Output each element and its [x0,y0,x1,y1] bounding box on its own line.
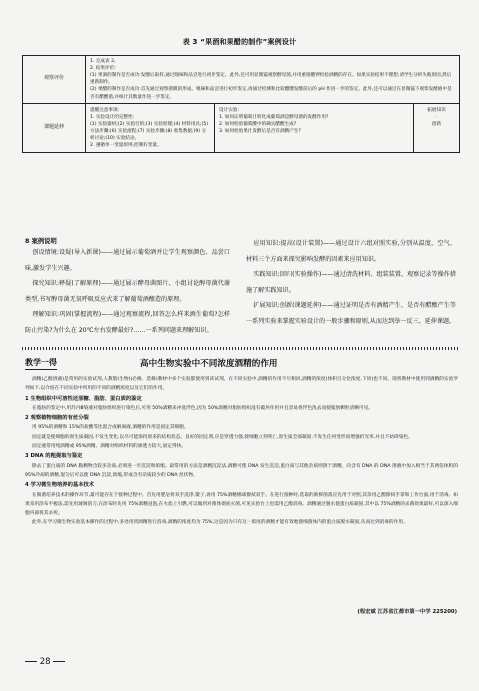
table-line: 2. 如何检验葡萄酸中的确实醋酸生成? [219,121,297,127]
article-paragraph: 固定就是使细胞的原生质凝固,不发生变化,以尽可能保持原来的结构状态。良好的固定剂,应是穿透力强,使细胞立刻死亡,原生质全部凝固,不发生任何变形而增强折光率,并且不妨碍染色。 [32,434,413,440]
paragraph: 实践知识:回归(实验操作)——通过清洗材料、组装装置、观察记录等操作措施了解实践知识。 [246,271,456,294]
extension-cell [86,103,460,153]
article-paragraph: 此外,在学习微生物实验基本操作的过程中,多处用到酒精进行消毒,酒精的浓度均为 75%,这是因为只有这一浓度的酒精才能有效地使细菌体内的蛋白质脱水凝固,从而达到消毒的作用。 [32,520,408,526]
article-paragraph: 在细菌培养技术的操作环节,最可能存在于接种过程中。首先用肥皂将双手洗净,镊子,再用 75%酒精棉球擦拭双手。在进行接种时,选取的新鲜菌落应先用于对照,其余用乙醇擦拭手掌和工作台面,用于消毒。如果采用涂布平板法,需先用玻璃刮刀,在涂布时先用 75%酒精浸泡,在火焰上引燃,可以做到对菌体彻底灭菌,可见实验台上也需用乙醇消毒。酒精通过脱水使蛋白质凝固,其中以 75%酒精的杀菌效果最好,可以深入细胞内部将其杀死。 [25,492,458,517]
article-subheading: 3 DNA 的粗提取与鉴定 [25,453,83,460]
section-heading: 8 案例说明 [25,238,57,245]
table-line: 1. 如何证明葡萄汁转化成葡萄酒是酵母菌的发酵作用? [219,114,329,120]
table-line: (1) 果酒的制作是否成功:发酵后取样,通过嗅味和品尝进行初步鉴定。此外,还可用显微镜观察酵母菌,并用重铬酸钾检验酒精的存在。如果实验结果不理想,请学生分析失败原因,然后重新制作。 [90,73,452,86]
page-number-text: 28 [39,657,51,667]
section-divider [22,347,460,350]
table-caption: 表 3 “果酒和果醋的制作”案例设计 [182,38,297,46]
page-number [25,657,65,667]
table-line: (1) 实验器材;(2) 实验目的;(3) 实验原理;(4) 材料用具;(5) 方法步骤;(6) 实验流程;(7) 实验步骤;(8) 收集数据;(9) 分析讨论;(10) 实验结论。 [90,121,209,142]
paragraph: 应用知识:提高(设计装置)——通过设计六组对照实验,分别从温度、空气、材料三个方面来探究影响发酵的因素来应用知识。 [246,240,456,263]
dash-right [53,661,65,662]
column-badge: 教学一得 [25,357,57,370]
article-body [25,375,458,528]
row-label-evaluation: 观察评价 [23,56,86,104]
article-paragraph: 酒精(乙醇溶液)是常用的实验试剂,人教版(生物)(必修、选修)教材中多个实验都使用到该试剂。在不同实验中,酒精的作用不尽相同,酒精的浓度(体积百分比浓度,下同)也不同。现将教材中使用到酒精的实验罗列如下,以介绍在不同实验中所用的不同的酒精浓度以及它们的作用。 [25,377,458,392]
table-line: 拓展知识 [427,107,446,113]
table-line: (2) 果醋的制作是否成功:首先通过观察菌膜的形成、嗅味和品尝进行初步鉴定,再通过检测和比较醋酸发酵前后的 pH 作进一步的鉴定。此外,还可以通过在显微镜下观察发酵液中是否有醋酸菌,并统计其数量作进一步鉴定。 [90,87,452,100]
table-line: 2. 遵循单一变量原则,控制好变量。 [90,143,162,149]
evaluation-cell [86,56,460,104]
table-line: 1. 完成表 2。 [90,59,119,64]
paragraph: 扩展知识:创新(课题延伸)——通过证明是否有酒精产生、是否有醋酸产生等一系列实验来掌握实验设计的一般步骤和原则,从而达到举一反三、延伸课题。 [246,302,456,325]
table-line: 创新 [431,121,442,127]
section8-right-column [246,236,456,329]
article-paragraph: 在脂肪的鉴定中,用苏丹Ⅲ染液对脂肪组织进行染色后,可用 50%酒精来冲洗浮色,因为 50%酒精对脂肪组织没有破坏作用并且容易将浮色洗去而使脂肪颗粒清晰可见。 [32,405,373,411]
notes-column [86,104,215,153]
table-row [23,56,460,104]
case-design-table [22,55,460,153]
article-paragraph: 除去了蛋白质的 DNA 黏稠物含较多杂质,必须进一步沉淀和浓缩。最常用的方法是酒精沉淀法,酒精可使 DNA 发生沉淀,蛋白质与其他杂质则溶于酒精。向含有 DNA 的 DNA 溶液中加入相当于其两倍体积的 95%冷却的酒精,混匀后可以使 DNA 沉淀,浓缩,形成含有杂质较少的 DNA 丝状物。 [25,463,458,478]
table-line: 3. 如何检验果汁发酵后是否有酒精产生? [219,128,301,134]
article-paragraph: 固定液常用纯酒精或 95%酒精。酒精对组织材料的渗透力较大,固定得快。 [32,444,187,450]
dash-left [25,661,37,662]
paragraph: 理解知识:巩固(掌握流程)——通过观察流程,回答怎么样来酒生葡萄?怎样防止污染?为什么在 20℃左右发酵最好?……一系列问题来理解知识。 [25,311,230,334]
article-title: 高中生物实验中不同浓度酒精的作用 [140,359,278,369]
table-line: 1. 实验设计的完整性: [90,114,135,120]
paragraph: 创设情境:设疑(导入新课)——通过展示葡萄酒并让学生观察颜色、品尝口味,激发学生兴趣。 [25,249,230,272]
article-subheading: 4 学习微生物培养的基本技术 [25,482,95,489]
article-subheading: 1 生物组织中可溶性还原糖、脂肪、蛋白质的鉴定 [25,395,142,402]
table-line: 提醒注意事项: [90,107,120,113]
extend-column [414,104,459,153]
section8-left-column [25,236,230,338]
paragraph: 探究知识:释疑(了解原理)——通过展示酵母菌图片、小组讨论醇母菌代谢类型,书写醇母菌无氧呼吸反应式来了解葡萄酒酿造的原理。 [25,280,230,303]
row-label-extension: 课题延伸 [23,103,86,153]
design-column [215,104,414,153]
table-line: 设计实验: [219,107,239,113]
table-line: · [435,114,438,120]
author-line: (程宏斌 江苏省江都市第一中学 225200) [357,609,457,615]
article-paragraph: 用 95%的酒精和 15%的盐酸等比混合成解离液,酒精的作用是固定其细胞。 [32,425,189,431]
table-line: 2. 结果评价: [90,66,116,72]
article-subheading: 2 观察植物细胞的有丝分裂 [25,415,89,422]
table-row [23,103,460,153]
